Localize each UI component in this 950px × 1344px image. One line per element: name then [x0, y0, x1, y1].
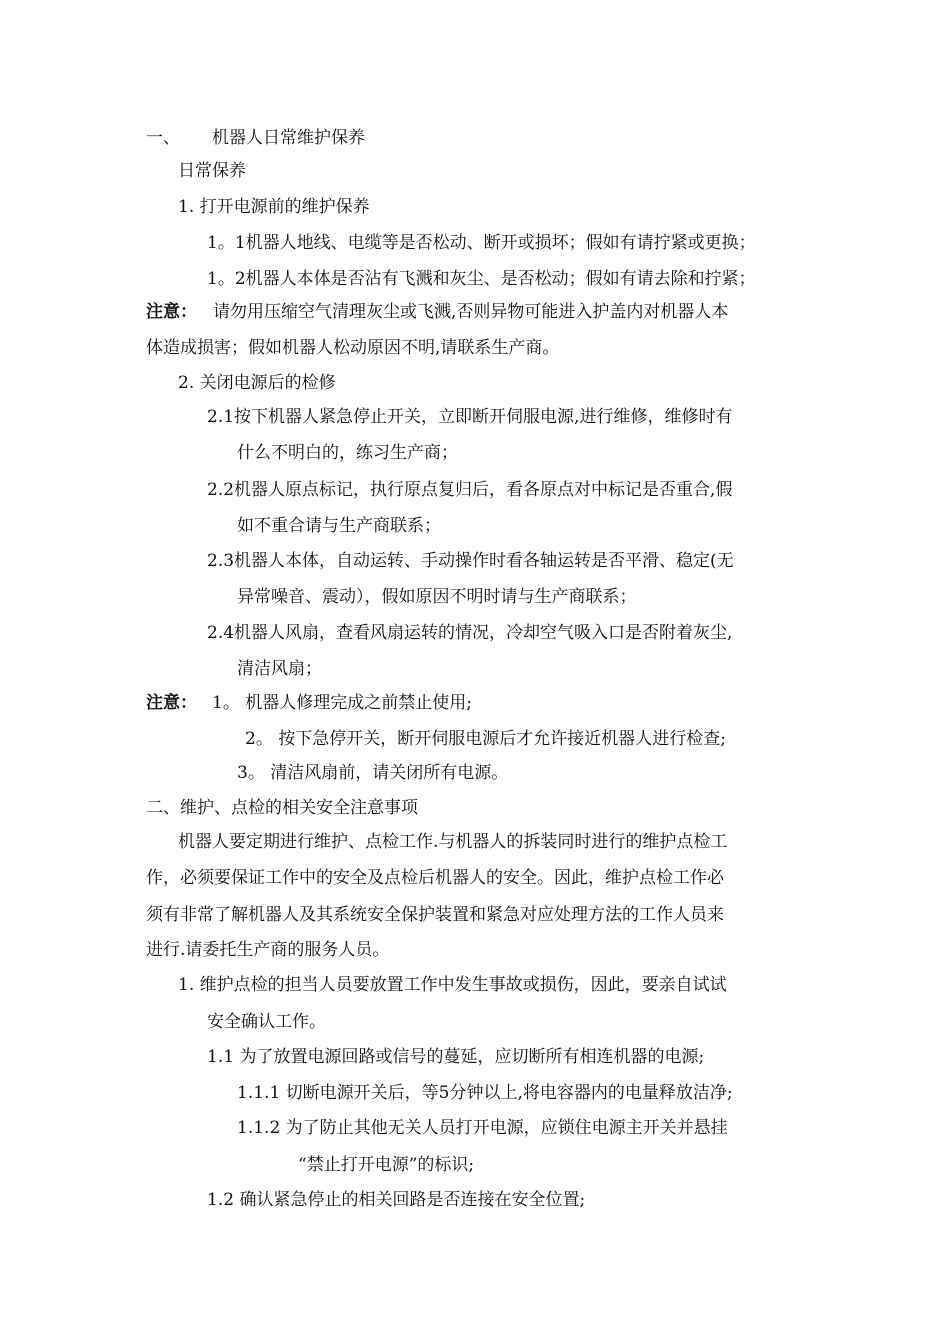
- item2-heading: 2. 关闭电源后的检修: [178, 373, 336, 393]
- note1-line1: 请勿用压缩空气清理灰尘或飞溅,否则异物可能进入护盖内对机器人本: [213, 302, 729, 322]
- section2-item1-line2: 安全确认工作。: [207, 1012, 326, 1032]
- section2-title: 二、维护、点检的相关安全注意事项: [146, 798, 418, 818]
- note2-item3: 3。 清洁风扇前，请关闭所有电源。: [237, 763, 509, 783]
- section2-sub-1-1: 1.1 为了放置电源回路或信号的蔓延，应切断所有相连机器的电源;: [207, 1047, 705, 1067]
- section1-subtitle: 日常保养: [178, 161, 246, 181]
- section1-number: 一、: [146, 128, 180, 148]
- section2-para-line3: 须有非常了解机器人及其系统安全保护装置和紧急对应处理方法的工作人员来: [146, 905, 724, 925]
- note2-item2: 2。 按下急停开关，断开伺服电源后才允许接近机器人进行检查;: [245, 729, 726, 749]
- note1-label: 注意：: [146, 302, 197, 322]
- section2-para-line2: 作，必须要保证工作中的安全及点检后机器人的安全。因此，维护点检工作必: [146, 868, 724, 888]
- item2-s22-line1: 2.2机器人原点标记，执行原点复归后，看各原点对中标记是否重合,假: [207, 480, 733, 500]
- section1-title: 机器人日常维护保养: [212, 128, 365, 148]
- item2-s23-line1: 2.3机器人本体，自动运转、手动操作时看各轴运转是否平滑、稳定(无: [207, 551, 734, 571]
- section2-para-line1: 机器人要定期进行维护、点检工作.与机器人的拆装同时进行的维护点检工: [178, 832, 728, 852]
- note2-item1: 1。 机器人修理完成之前禁止使用;: [212, 693, 472, 713]
- note2-label: 注意：: [146, 693, 197, 713]
- item1-sub1: 1。1机器人地线、电缆等是否松动、断开或损坏；假如有请拧紧或更换；: [207, 233, 756, 253]
- section2-item1-line1: 1. 维护点检的担当人员要放置工作中发生事故或损伤，因此，要亲自试试: [178, 975, 727, 995]
- section2-sub-1-1-2-line2: “禁止打开电源”的标识;: [298, 1155, 475, 1175]
- section2-sub-1-1-2-line1: 1.1.2 为了防止其他无关人员打开电源，应锁住电源主开关并悬挂: [237, 1118, 728, 1138]
- note1-line2: 体造成损害；假如机器人松动原因不明,请联系生产商。: [146, 338, 560, 358]
- item1-heading: 1. 打开电源前的维护保养: [178, 197, 370, 217]
- item2-s22-line2: 如不重合请与生产商联系；: [237, 516, 441, 536]
- section2-para-line4: 进行.请委托生产商的服务人员。: [146, 940, 390, 960]
- item2-s24-line1: 2.4机器人风扇，查看风扇运转的情况，冷却空气吸入口是否附着灰尘,: [207, 623, 733, 643]
- section2-sub-1-2: 1.2 确认紧急停止的相关回路是否连接在安全位置;: [207, 1190, 586, 1210]
- item1-sub2: 1。2机器人本体是否沾有飞溅和灰尘、是否松动；假如有请去除和拧紧；: [207, 269, 756, 289]
- item2-s21-line1: 2.1按下机器人紧急停止开关，立即断开伺服电源,进行维修，维修时有: [207, 407, 733, 427]
- item2-s24-line2: 清洁风扇；: [237, 659, 322, 679]
- item2-s21-line2: 什么不明白的，练习生产商；: [237, 443, 458, 463]
- item2-s23-line2: 异常噪音、震动），假如原因不明时请与生产商联系；: [237, 587, 637, 607]
- section2-sub-1-1-1: 1.1.1 切断电源开关后，等5分钟以上,将电容器内的电量释放洁净;: [237, 1083, 733, 1103]
